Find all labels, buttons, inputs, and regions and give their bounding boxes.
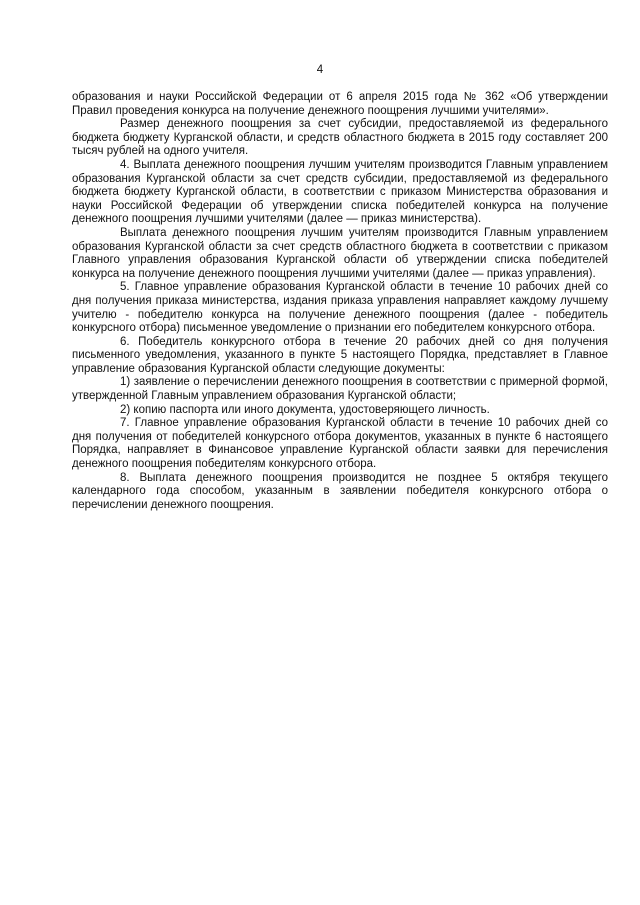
- paragraph-item-7: 7. Главное управление образования Курганской области в течение 10 рабочих дней со дня получения от победителей конкурсного отбора документов, указанных в пункте 6 настоящего Порядка, направляет в Финансовое управление Курганской области заявки для перечисления денежного поощрения победителям конкурсного отбора.: [72, 417, 608, 471]
- paragraph-item-8: 8. Выплата денежного поощрения производится не позднее 5 октября текущего календарного года способом, указанным в заявлении победителя конкурсного отбора о перечислении денежного поощрения.: [72, 471, 608, 511]
- paragraph-item-6-2: 2) копию паспорта или иного документа, удостоверяющего личность.: [120, 403, 490, 416]
- paragraph-item-4: 4. Выплата денежного поощрения лучшим учителям производится Главным управлением образования Курганской области за счет средств субсидии, предоставляемой из федерального бюджета бюджету Курганской области, в соответствии с приказом Министерства образования и науки Российской Федерации об утверждении списка победителей конкурса на получение денежного поощрения лучшими учителями (далее — приказ министерства).: [72, 158, 608, 226]
- paragraph-award-amount: Размер денежного поощрения за счет субсидии, предоставляемой из федерального бюджета бюджету Курганской области, и средств областного бюджета в 2015 году составляет 200 тысяч рублей на одного учителя.: [72, 118, 608, 158]
- paragraph-continuation: образования и науки Российской Федерации от 6 апреля 2015 года № 362 «Об утверждении Правил проведения конкурса на получение денежного поощрения лучшими учителями».: [72, 91, 608, 117]
- paragraph-regional-payment: Выплата денежного поощрения лучшим учителям производится Главным управлением образования Курганской области за счет средств областного бюджета в соответствии с приказом Главного управления образования Курганской области об утверждении списка победителей конкурса на получение денежного поощрения лучшими учителями (далее — приказ управления).: [72, 226, 608, 280]
- document-body: [72, 91, 608, 512]
- page-number: 4: [316, 64, 324, 76]
- paragraph-item-6-1: 1) заявление о перечислении денежного поощрения в соответствии с примерной формой, утвержденной Главным управлением образования Курганской области;: [72, 376, 608, 403]
- paragraph-item-5: 5. Главное управление образования Курганской области в течение 10 рабочих дней со дня получения приказа министерства, издания приказа управления направляет каждому лучшему учителю - победителю конкурса на получение денежного поощрения (далее - победитель конкурсного отбора) письменное уведомление о признании его победителем конкурсного отбора.: [72, 281, 608, 335]
- paragraph-item-6: 6. Победитель конкурсного отбора в течение 20 рабочих дней со дня получения письменного уведомления, указанного в пункте 5 настоящего Порядка, представляет в Главное управление образования Курганской области следующие документы:: [72, 335, 608, 375]
